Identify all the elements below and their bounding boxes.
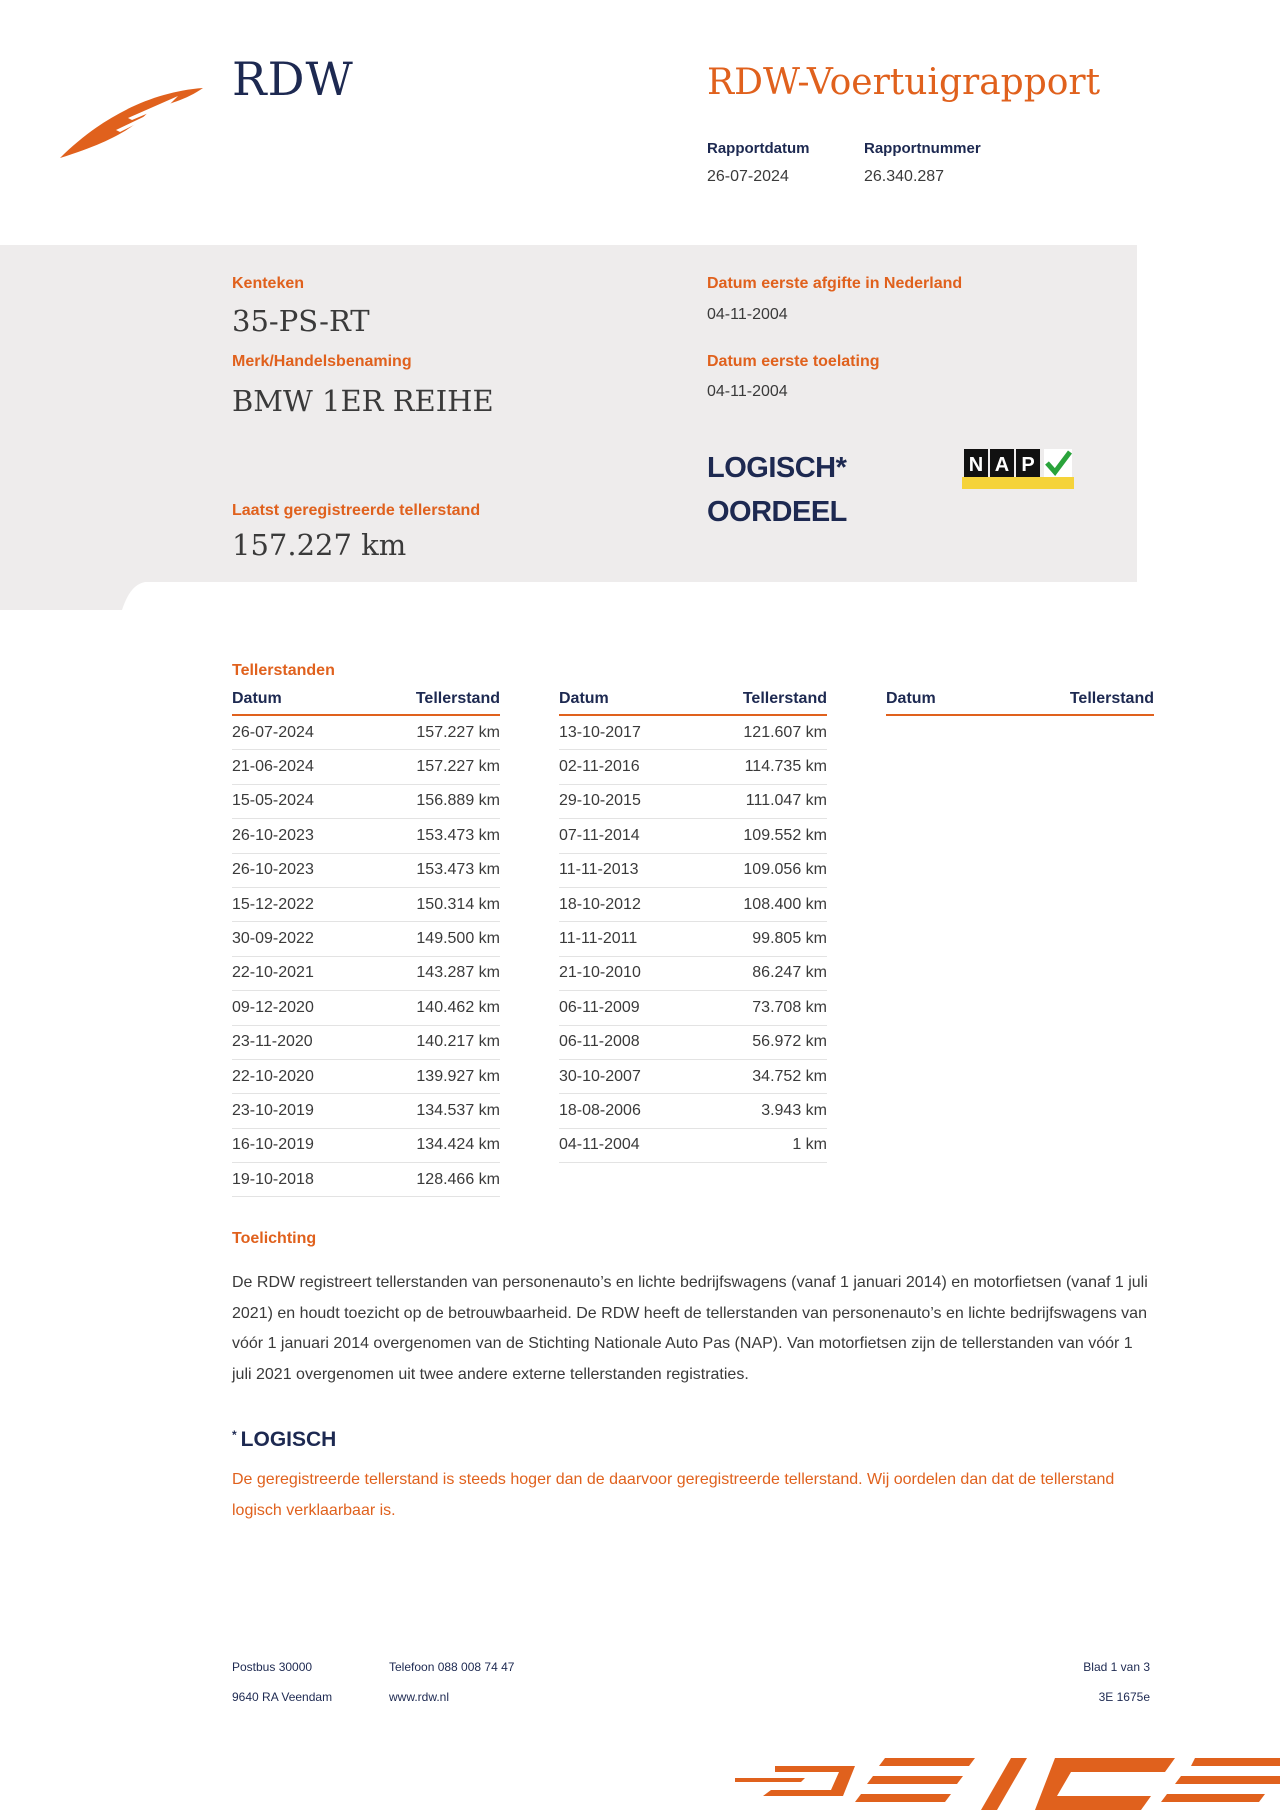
- odometer-reading: 34.752 km: [752, 1067, 827, 1085]
- odometer-date: 11-11-2011: [559, 930, 638, 948]
- report-title: RDW-Voertuigrapport: [707, 62, 1101, 103]
- odometer-date: 18-08-2006: [559, 1101, 641, 1119]
- odometer-column-header: [559, 690, 827, 716]
- odometer-row: [559, 1026, 827, 1060]
- odometer-date: 07-11-2014: [559, 826, 640, 844]
- odometer-date: 29-10-2015: [559, 792, 641, 810]
- footer-page-number: Blad 1 van 3: [1083, 1660, 1150, 1674]
- verdict-line-2: OORDEEL: [707, 496, 847, 528]
- make-value: BMW 1ER REIHE: [232, 384, 494, 418]
- odometer-row: [559, 922, 827, 956]
- odometer-date: 26-10-2023: [232, 826, 314, 844]
- odometer-date: 18-10-2012: [559, 895, 641, 913]
- odometer-date: 21-06-2024: [232, 758, 314, 776]
- odometer-reading: 121.607 km: [743, 723, 827, 741]
- odometer-row: [559, 1129, 827, 1163]
- odometer-reading: 157.227 km: [416, 758, 500, 776]
- odometer-row: [232, 854, 500, 888]
- odometer-row: [232, 1060, 500, 1094]
- report-number-label: Rapportnummer: [864, 140, 981, 157]
- odometer-row: [559, 785, 827, 819]
- odometer-date: 22-10-2020: [232, 1067, 314, 1085]
- odometer-row: [232, 922, 500, 956]
- explanation-text: De RDW registreert tellerstanden van personenauto’s en lichte bedrijfswagens (vanaf 1 januari 2014) en motorfietsen (vanaf 1 juli 2021) en houdt toezicht op de betrouwbaarheid. De RDW heeft de tellerstanden van personenauto’s en lichte bedrijfswagens van vóór 1 januari 2014 overgenomen van de Stichting Nationale Auto Pas (NAP). Van motorfietsen zijn de tellerstanden van vóór 1 juli 2021 overgenomen uit twee andere externe tellerstanden registraties.: [232, 1274, 1148, 1383]
- footer-address-line-2: 9640 RA Veendam: [232, 1690, 333, 1704]
- odometer-row: [559, 1094, 827, 1128]
- odometer-reading: 139.927 km: [416, 1067, 500, 1085]
- logisch-title: LOGISCH: [240, 1428, 337, 1451]
- odometer-reading: 134.537 km: [416, 1101, 500, 1119]
- report-number: 26.340.287: [864, 168, 945, 185]
- odometer-row: [232, 1026, 500, 1060]
- odometer-date: 26-10-2023: [232, 861, 314, 879]
- odometer-date: 02-11-2016: [559, 758, 640, 776]
- first-issue-nl-value: 04-11-2004: [707, 306, 788, 323]
- odometer-date: 15-12-2022: [232, 895, 314, 913]
- odometer-reading: 109.056 km: [743, 861, 827, 879]
- odometer-date: 15-05-2024: [232, 792, 314, 810]
- verdict-line-1: LOGISCH*: [707, 452, 847, 484]
- odometer-row: [232, 888, 500, 922]
- odometer-reading: 3.943 km: [761, 1101, 827, 1119]
- odometer-reading: 1 km: [792, 1136, 827, 1154]
- odometer-row: [232, 1163, 500, 1197]
- nap-letter-n: N: [968, 454, 984, 476]
- reading-header: Tellerstand: [742, 690, 827, 707]
- logisch-text: De geregistreerde tellerstand is steeds hoger dan de daarvoor geregistreerde tellerstand. Wij oordelen dan dat de tellerstand logisch verklaarbaar is.: [232, 1471, 1115, 1519]
- odometer-date: 13-10-2017: [559, 723, 641, 741]
- odometer-row: [232, 785, 500, 819]
- brand-name: RDW: [232, 52, 354, 106]
- date-header: Datum: [559, 690, 609, 707]
- odometer-column-3: [886, 690, 1154, 716]
- odometer-date: 30-10-2007: [559, 1067, 641, 1085]
- odometer-row: [232, 1129, 500, 1163]
- odometer-column-header: [886, 690, 1154, 716]
- odometer-reading: 143.287 km: [416, 964, 500, 982]
- make-label: Merk/Handelsbenaming: [232, 353, 412, 370]
- odometer-date: 23-10-2019: [232, 1101, 314, 1119]
- nap-logo-icon: [962, 447, 1074, 489]
- odometer-row: [559, 750, 827, 784]
- odometer-date: 26-07-2024: [232, 723, 314, 741]
- nap-letter-p: P: [1021, 454, 1035, 476]
- footer-address-line-1: Postbus 30000: [232, 1660, 313, 1674]
- odometer-date: 09-12-2020: [232, 998, 314, 1016]
- odometer-reading: 108.400 km: [743, 895, 827, 913]
- odometer-date: 11-11-2013: [559, 861, 639, 879]
- odometer-row: [232, 819, 500, 853]
- date-header: Datum: [232, 690, 282, 707]
- odometer-row: [232, 991, 500, 1025]
- report-date: 26-07-2024: [707, 168, 789, 185]
- odometer-reading: 111.047 km: [745, 792, 827, 810]
- explanation-title: Toelichting: [232, 1230, 317, 1247]
- odometer-date: 16-10-2019: [232, 1136, 314, 1154]
- first-admission-value: 04-11-2004: [707, 383, 788, 400]
- odometer-date: 23-11-2020: [232, 1033, 313, 1051]
- last-odometer-value: 157.227 km: [232, 528, 407, 562]
- odometer-row: [232, 716, 500, 750]
- odometer-reading: 156.889 km: [416, 792, 500, 810]
- odometer-reading: 153.473 km: [416, 861, 500, 879]
- footer-website-link[interactable]: www.rdw.nl: [389, 1690, 450, 1704]
- date-header: Datum: [886, 690, 936, 707]
- odometer-row: [559, 716, 827, 750]
- odometer-row: [232, 750, 500, 784]
- odometer-reading: 134.424 km: [416, 1136, 500, 1154]
- odometer-column-header: [232, 690, 500, 716]
- odometer-date: 04-11-2004: [559, 1136, 640, 1154]
- odometer-column-2: [559, 690, 827, 1163]
- odometer-date: 06-11-2009: [559, 998, 640, 1016]
- odometer-reading: 128.466 km: [416, 1170, 500, 1188]
- odometer-column-1: [232, 690, 500, 1197]
- rdw-logo-icon: [58, 80, 208, 162]
- footer-phone: Telefoon 088 008 74 47: [389, 1660, 515, 1674]
- odometer-row: [232, 957, 500, 991]
- odometer-reading: 99.805 km: [752, 930, 827, 948]
- footer-document-code: 3E 1675e: [1098, 1690, 1150, 1704]
- odometer-reading: 140.462 km: [416, 998, 500, 1016]
- first-issue-nl-label: Datum eerste afgifte in Nederland: [707, 275, 963, 292]
- odometer-date: 22-10-2021: [232, 964, 314, 982]
- report-date-label: Rapportdatum: [707, 140, 810, 157]
- odometer-reading: 149.500 km: [416, 930, 500, 948]
- odometer-row: [559, 1060, 827, 1094]
- odometer-row: [559, 854, 827, 888]
- odometer-section-title: Tellerstanden: [232, 662, 335, 679]
- reading-header: Tellerstand: [1069, 690, 1154, 707]
- logisch-heading: [232, 1428, 336, 1452]
- odometer-reading: 73.708 km: [752, 998, 827, 1016]
- last-odometer-label: Laatst geregistreerde tellerstand: [232, 502, 481, 519]
- odometer-date: 06-11-2008: [559, 1033, 640, 1051]
- odometer-reading: 157.227 km: [416, 723, 500, 741]
- footer-stripes-icon: [735, 1752, 1280, 1810]
- odometer-row: [559, 991, 827, 1025]
- odometer-date: 19-10-2018: [232, 1170, 314, 1188]
- first-admission-label: Datum eerste toelating: [707, 353, 880, 370]
- odometer-reading: 153.473 km: [416, 826, 500, 844]
- odometer-row: [232, 1094, 500, 1128]
- panel-notch: [0, 582, 145, 610]
- odometer-reading: 86.247 km: [752, 964, 827, 982]
- odometer-date: 30-09-2022: [232, 930, 314, 948]
- plate-label: Kenteken: [232, 275, 305, 292]
- odometer-reading: 150.314 km: [416, 895, 500, 913]
- nap-letter-a: A: [994, 454, 1010, 476]
- odometer-row: [559, 819, 827, 853]
- odometer-date: 21-10-2010: [559, 964, 641, 982]
- odometer-row: [559, 957, 827, 991]
- odometer-reading: 140.217 km: [416, 1033, 500, 1051]
- odometer-reading: 56.972 km: [752, 1033, 827, 1051]
- odometer-row: [559, 888, 827, 922]
- logisch-star: *: [232, 1428, 237, 1442]
- reading-header: Tellerstand: [415, 690, 500, 707]
- odometer-reading: 114.735 km: [744, 758, 827, 776]
- plate-value: 35-PS-RT: [232, 304, 370, 338]
- vehicle-summary-panel: [0, 245, 1137, 582]
- odometer-reading: 109.552 km: [743, 826, 827, 844]
